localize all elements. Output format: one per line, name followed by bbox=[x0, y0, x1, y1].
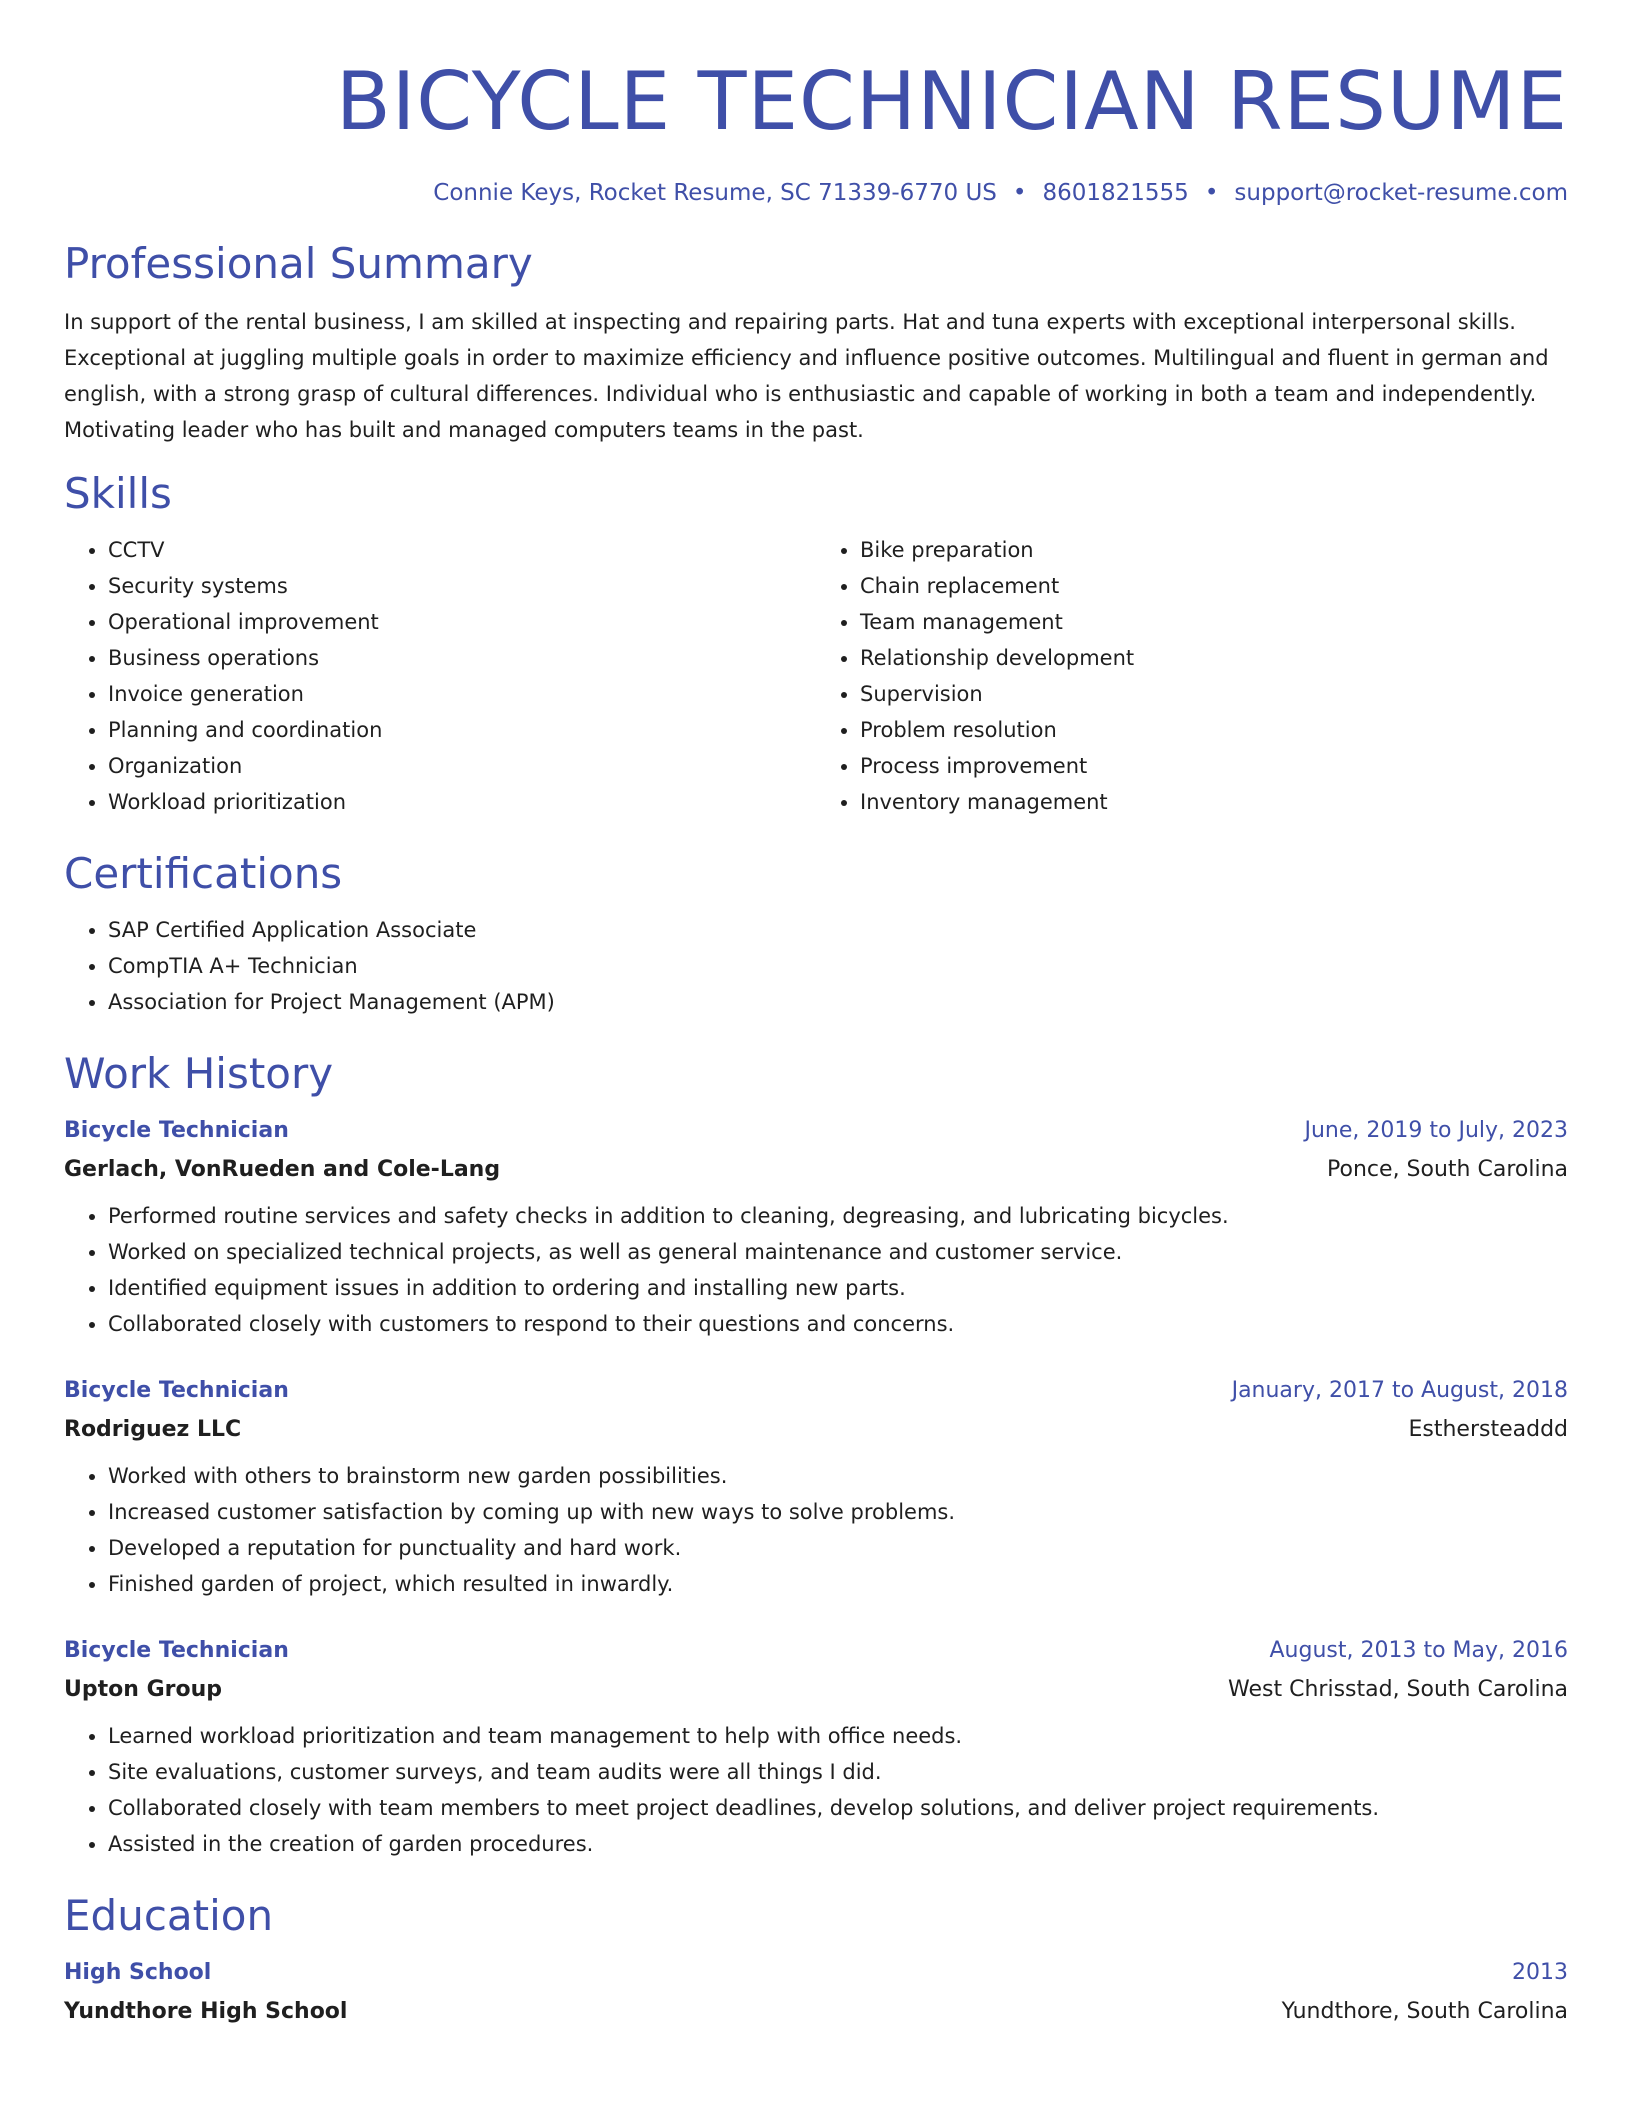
contact-address: Connie Keys, Rocket Resume, SC 71339-6770 US bbox=[433, 180, 997, 206]
job-location: Ponce, South Carolina bbox=[1327, 1157, 1568, 1182]
summary-text: In support of the rental business, I am skilled at inspecting and repairing parts. Hat and tuna experts with exceptional interpersonal skills. Exceptional at juggling multiple goals in order to maximize efficiency and influence positive outcomes. Multilingual and fluent in german and english, with a strong grasp of cultural differences. Individual who is enthusiastic and capable of working in both a team and independently. Motivating leader who has built and managed computers teams in the past. bbox=[64, 310, 1549, 442]
list-item: • Relationship development bbox=[860, 640, 1568, 676]
job-location: West Chrisstad, South Carolina bbox=[1228, 1677, 1568, 1702]
education-section bbox=[64, 1890, 1568, 2032]
skills-list-right bbox=[816, 532, 1568, 820]
job-header bbox=[64, 1372, 1568, 1410]
education-degree: High School bbox=[64, 1960, 212, 1985]
job-title: Bicycle Technician bbox=[64, 1118, 289, 1143]
list-item: • Invoice generation bbox=[108, 676, 816, 712]
education-heading: Education bbox=[64, 1891, 274, 1940]
resume-page bbox=[64, 0, 1568, 2112]
list-item: • Operational improvement bbox=[108, 604, 816, 640]
page-title: BICYCLE TECHNICIAN RESUME bbox=[335, 55, 1568, 148]
job-title: Bicycle Technician bbox=[64, 1638, 289, 1663]
contact-line bbox=[64, 178, 1568, 208]
separator-dot: • bbox=[1012, 180, 1027, 206]
list-item: • Learned workload prioritization and team management to help with office needs. bbox=[108, 1718, 1568, 1754]
job-location: Esthersteaddd bbox=[1408, 1417, 1568, 1442]
list-item: • CCTV bbox=[108, 532, 816, 568]
list-item: • Worked on specialized technical projects, as well as general maintenance and customer service. bbox=[108, 1234, 1568, 1270]
list-item: • Process improvement bbox=[860, 748, 1568, 784]
job-subheader bbox=[64, 1150, 1568, 1190]
list-item: • Performed routine services and safety checks in addition to cleaning, degreasing, and lubricating bicycles. bbox=[108, 1198, 1568, 1234]
job-company: Upton Group bbox=[64, 1677, 222, 1702]
work-history-section bbox=[64, 1048, 1568, 1862]
list-item: • Planning and coordination bbox=[108, 712, 816, 748]
list-item: • Business operations bbox=[108, 640, 816, 676]
job-header bbox=[64, 1112, 1568, 1150]
job-entry bbox=[64, 1632, 1568, 1862]
job-dates: August, 2013 to May, 2016 bbox=[1269, 1638, 1568, 1663]
list-item: • Finished garden of project, which resulted in inwardly. bbox=[108, 1566, 1568, 1602]
job-company: Gerlach, VonRueden and Cole-Lang bbox=[64, 1157, 501, 1182]
job-bullets bbox=[64, 1198, 1568, 1342]
list-item: • Bike preparation bbox=[860, 532, 1568, 568]
list-item: • Supervision bbox=[860, 676, 1568, 712]
job-company: Rodriguez LLC bbox=[64, 1417, 242, 1442]
certifications-list bbox=[64, 912, 1568, 1020]
list-item: • Worked with others to brainstorm new garden possibilities. bbox=[108, 1458, 1568, 1494]
list-item: • CompTIA A+ Technician bbox=[108, 948, 1568, 984]
education-subheader bbox=[64, 1992, 1568, 2032]
list-item: • SAP Certified Application Associate bbox=[108, 912, 1568, 948]
list-item: • Identified equipment issues in addition to ordering and installing new parts. bbox=[108, 1270, 1568, 1306]
job-bullets bbox=[64, 1458, 1568, 1602]
skills-section bbox=[64, 468, 1568, 820]
job-subheader bbox=[64, 1410, 1568, 1450]
list-item: • Increased customer satisfaction by coming up with new ways to solve problems. bbox=[108, 1494, 1568, 1530]
summary-section bbox=[64, 238, 1568, 448]
education-year: 2013 bbox=[1512, 1960, 1568, 1985]
list-item: • Site evaluations, customer surveys, and team audits were all things I did. bbox=[108, 1754, 1568, 1790]
separator-dot: • bbox=[1204, 180, 1219, 206]
job-title: Bicycle Technician bbox=[64, 1378, 289, 1403]
list-item: • Organization bbox=[108, 748, 816, 784]
education-school: Yundthore High School bbox=[64, 1999, 348, 2024]
list-item: • Assisted in the creation of garden procedures. bbox=[108, 1826, 1568, 1862]
list-item: • Workload prioritization bbox=[108, 784, 816, 820]
job-subheader bbox=[64, 1670, 1568, 1710]
summary-heading: Professional Summary bbox=[64, 239, 533, 288]
job-dates: January, 2017 to August, 2018 bbox=[1231, 1378, 1568, 1403]
list-item: • Inventory management bbox=[860, 784, 1568, 820]
list-item: • Security systems bbox=[108, 568, 816, 604]
contact-phone: 8601821555 bbox=[1042, 180, 1189, 206]
job-dates: June, 2019 to July, 2023 bbox=[1304, 1118, 1568, 1143]
education-header bbox=[64, 1954, 1568, 1992]
contact-email: support@rocket-resume.com bbox=[1234, 180, 1568, 206]
certifications-heading: Certifications bbox=[64, 849, 343, 898]
skills-list-left bbox=[64, 532, 816, 820]
education-entry bbox=[64, 1954, 1568, 2032]
list-item: • Problem resolution bbox=[860, 712, 1568, 748]
certifications-section bbox=[64, 848, 1568, 1020]
list-item: • Chain replacement bbox=[860, 568, 1568, 604]
list-item: • Collaborated closely with customers to respond to their questions and concerns. bbox=[108, 1306, 1568, 1342]
list-item: • Association for Project Management (APM) bbox=[108, 984, 1568, 1020]
skills-heading: Skills bbox=[64, 469, 172, 518]
list-item: • Developed a reputation for punctuality and hard work. bbox=[108, 1530, 1568, 1566]
list-item: • Collaborated closely with team members to meet project deadlines, develop solutions, and deliver project requirements. bbox=[108, 1790, 1568, 1826]
job-header bbox=[64, 1632, 1568, 1670]
job-entry bbox=[64, 1372, 1568, 1602]
job-bullets bbox=[64, 1718, 1568, 1862]
education-location: Yundthore, South Carolina bbox=[1281, 1999, 1568, 2024]
work-history-heading: Work History bbox=[64, 1049, 334, 1098]
list-item: • Team management bbox=[860, 604, 1568, 640]
job-entry bbox=[64, 1112, 1568, 1342]
skills-grid bbox=[64, 520, 1568, 820]
